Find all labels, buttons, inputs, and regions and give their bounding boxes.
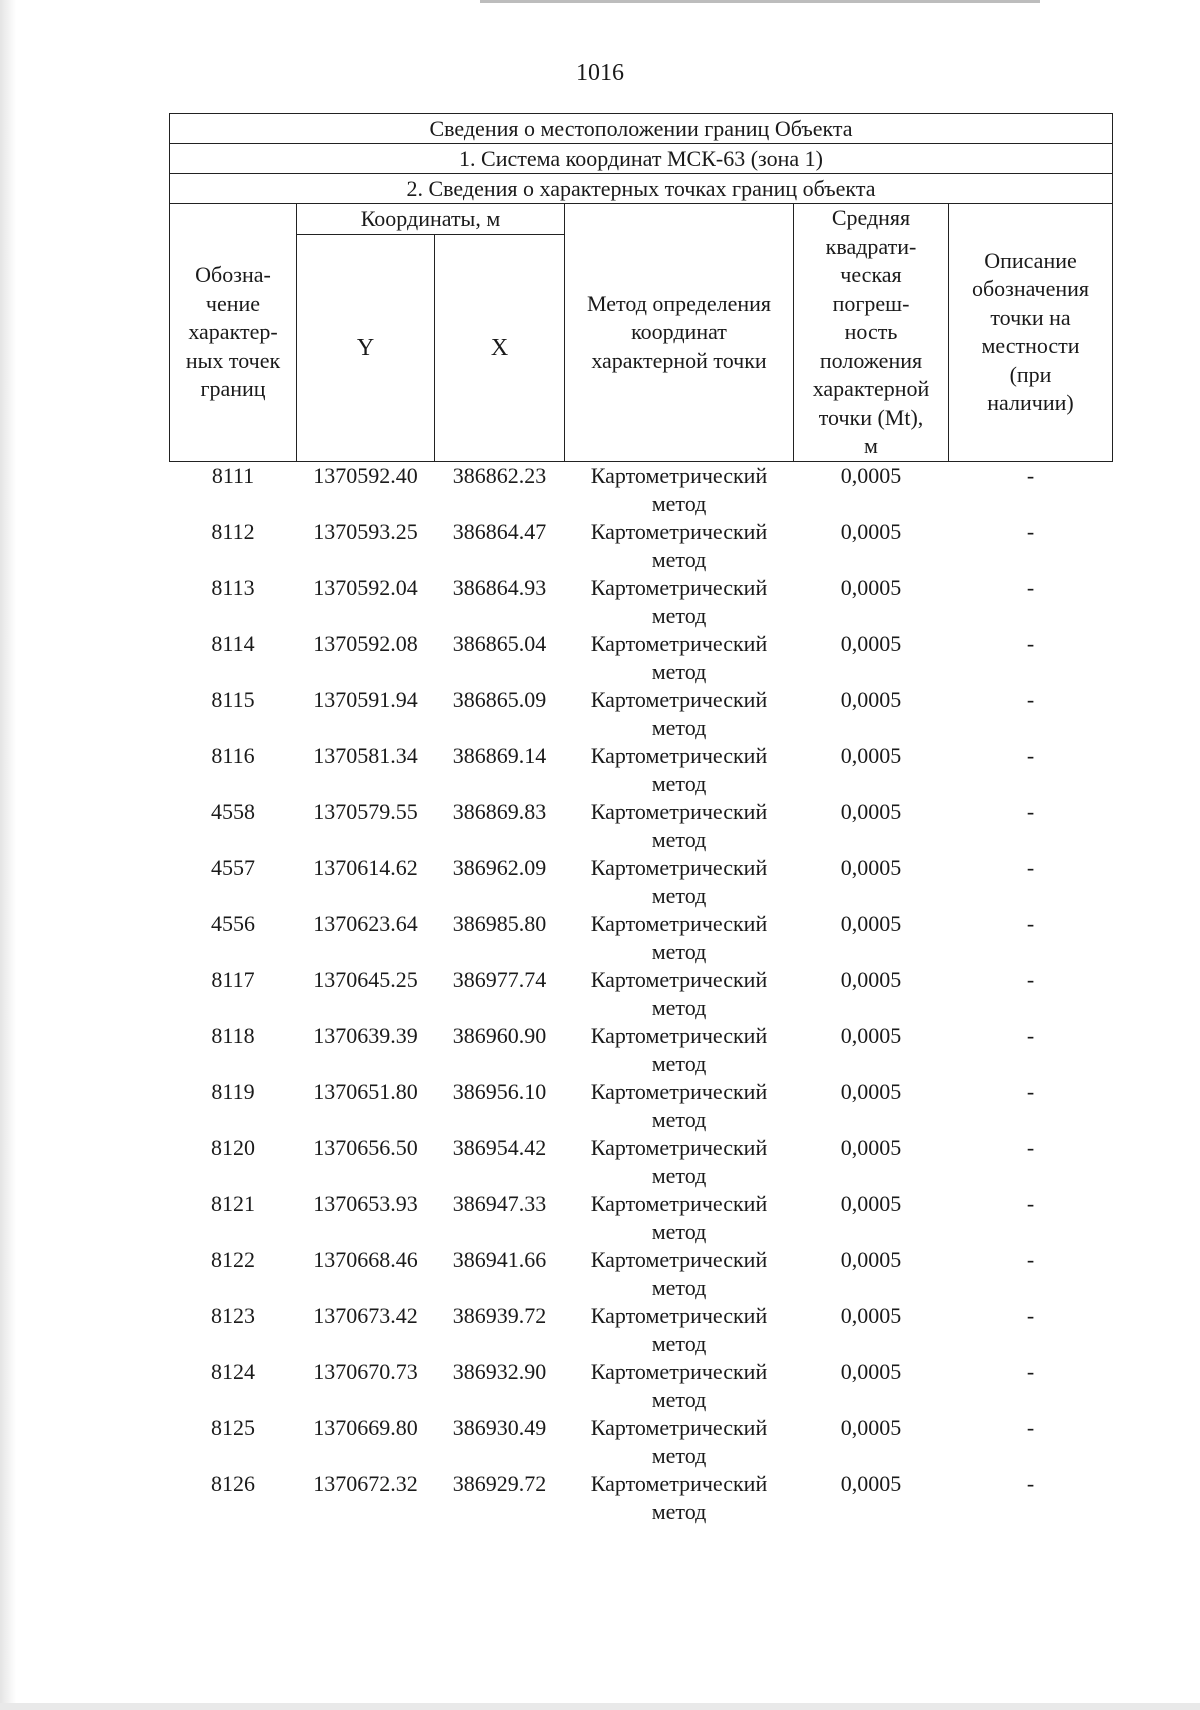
cell-point: 8111 — [211, 462, 255, 488]
cell-point: 8125 — [211, 1414, 255, 1440]
cell-method: Картометрический метод — [590, 462, 768, 516]
cell-error: 0,0005 — [840, 854, 902, 880]
cell-x: 386865.09 — [452, 686, 547, 712]
title-row-3 — [170, 174, 1113, 204]
cell-method: Картометрический метод — [590, 1414, 768, 1468]
cell-point: 8124 — [211, 1358, 255, 1384]
cell-point: 8122 — [211, 1246, 255, 1272]
table-row — [170, 854, 1113, 910]
table-row — [170, 1246, 1113, 1302]
table-row — [170, 518, 1113, 574]
cell-error: 0,0005 — [840, 1302, 902, 1328]
cell-description: - — [1026, 742, 1035, 768]
table-row — [170, 910, 1113, 966]
cell-description: - — [1026, 1078, 1035, 1104]
cell-error: 0,0005 — [840, 1470, 902, 1496]
cell-method: Картометрический метод — [590, 742, 768, 796]
cell-description: - — [1026, 518, 1035, 544]
cell-y: 1370670.73 — [313, 1358, 418, 1384]
title-row-1 — [170, 114, 1113, 144]
cell-point: 4558 — [211, 798, 255, 824]
cell-description: - — [1026, 1134, 1035, 1160]
header-coordinate-y: Y — [297, 235, 435, 461]
table-row — [170, 798, 1113, 854]
cell-x: 386941.66 — [452, 1246, 547, 1272]
cell-error: 0,0005 — [840, 1078, 902, 1104]
cell-method: Картометрический метод — [590, 966, 768, 1020]
cell-y: 1370645.25 — [313, 966, 418, 992]
cell-point: 8115 — [211, 686, 255, 712]
cell-error: 0,0005 — [840, 686, 902, 712]
header-description: Описание обозначения точки на местности (при наличии) — [949, 204, 1113, 462]
cell-point: 8121 — [211, 1190, 255, 1216]
table-row — [170, 686, 1113, 742]
cell-point: 4557 — [211, 854, 255, 880]
cell-y: 1370592.04 — [313, 574, 418, 600]
cell-point: 8119 — [211, 1078, 255, 1104]
cell-method: Картометрический метод — [590, 1246, 768, 1300]
table-title-characteristic-points: 2. Сведения о характерных точках границ объекта — [170, 174, 1113, 204]
cell-x: 386864.47 — [452, 518, 547, 544]
cell-description: - — [1026, 686, 1035, 712]
cell-error: 0,0005 — [840, 1414, 902, 1440]
cell-description: - — [1026, 630, 1035, 656]
cell-x: 386869.83 — [452, 798, 547, 824]
cell-point: 8120 — [211, 1134, 255, 1160]
scan-edge-top — [480, 0, 1040, 3]
cell-x: 386865.04 — [452, 630, 547, 656]
cell-y: 1370579.55 — [313, 798, 418, 824]
header-row-top — [170, 204, 1113, 235]
page-number: 1016 — [576, 60, 624, 86]
cell-error: 0,0005 — [840, 462, 902, 488]
cell-x: 386930.49 — [452, 1414, 547, 1440]
cell-x: 386869.14 — [452, 742, 547, 768]
table-title-object-boundaries: Сведения о местоположении границ Объекта — [170, 114, 1113, 144]
table-row — [170, 1190, 1113, 1246]
cell-point: 8116 — [211, 742, 255, 768]
cell-error: 0,0005 — [840, 1022, 902, 1048]
cell-method: Картометрический метод — [590, 1358, 768, 1412]
cell-x: 386985.80 — [452, 910, 547, 936]
table-row — [170, 1022, 1113, 1078]
cell-method: Картометрический метод — [590, 798, 768, 852]
table-row — [170, 1358, 1113, 1414]
cell-y: 1370668.46 — [313, 1246, 418, 1272]
cell-x: 386947.33 — [452, 1190, 547, 1216]
cell-error: 0,0005 — [840, 1358, 902, 1384]
cell-x: 386977.74 — [452, 966, 547, 992]
cell-error: 0,0005 — [840, 1190, 902, 1216]
scan-edge-left — [0, 0, 16, 1710]
header-point-designation: Обозна- чение характер- ных точек границ — [170, 204, 297, 462]
scan-edge-bottom — [0, 1703, 1200, 1710]
cell-point: 8112 — [211, 518, 255, 544]
cell-error: 0,0005 — [840, 630, 902, 656]
cell-y: 1370656.50 — [313, 1134, 418, 1160]
cell-method: Картометрический метод — [590, 1470, 768, 1524]
cell-y: 1370623.64 — [313, 910, 418, 936]
cell-description: - — [1026, 1190, 1035, 1216]
cell-x: 386932.90 — [452, 1358, 547, 1384]
cell-method: Картометрический метод — [590, 518, 768, 572]
table-row — [170, 1414, 1113, 1470]
cell-point: 8123 — [211, 1302, 255, 1328]
boundary-points-table — [169, 113, 1113, 1526]
cell-description: - — [1026, 1414, 1035, 1440]
table-row — [170, 966, 1113, 1022]
cell-method: Картометрический метод — [590, 630, 768, 684]
cell-y: 1370672.32 — [313, 1470, 418, 1496]
cell-description: - — [1026, 798, 1035, 824]
cell-x: 386862.23 — [452, 462, 547, 488]
cell-error: 0,0005 — [840, 518, 902, 544]
cell-y: 1370591.94 — [313, 686, 418, 712]
cell-method: Картометрический метод — [590, 1078, 768, 1132]
cell-error: 0,0005 — [840, 966, 902, 992]
table-row — [170, 1470, 1113, 1526]
cell-x: 386962.09 — [452, 854, 547, 880]
table-row — [170, 574, 1113, 630]
table-header — [170, 114, 1113, 462]
cell-description: - — [1026, 1358, 1035, 1384]
cell-y: 1370673.42 — [313, 1302, 418, 1328]
cell-method: Картометрический метод — [590, 1022, 768, 1076]
cell-method: Картометрический метод — [590, 1302, 768, 1356]
table-row — [170, 1078, 1113, 1134]
cell-y: 1370639.39 — [313, 1022, 418, 1048]
cell-x: 386929.72 — [452, 1470, 547, 1496]
cell-description: - — [1026, 910, 1035, 936]
title-row-2 — [170, 144, 1113, 174]
cell-description: - — [1026, 1302, 1035, 1328]
cell-x: 386956.10 — [452, 1078, 547, 1104]
cell-description: - — [1026, 1246, 1035, 1272]
cell-x: 386864.93 — [452, 574, 547, 600]
cell-point: 8113 — [211, 574, 255, 600]
cell-description: - — [1026, 966, 1035, 992]
cell-point: 8114 — [211, 630, 255, 656]
cell-y: 1370592.08 — [313, 630, 418, 656]
cell-description: - — [1026, 574, 1035, 600]
cell-method: Картометрический метод — [590, 910, 768, 964]
cell-error: 0,0005 — [840, 1134, 902, 1160]
table-row — [170, 630, 1113, 686]
cell-method: Картометрический метод — [590, 854, 768, 908]
cell-point: 8118 — [211, 1022, 255, 1048]
cell-description: - — [1026, 1470, 1035, 1496]
cell-x: 386939.72 — [452, 1302, 547, 1328]
cell-error: 0,0005 — [840, 798, 902, 824]
cell-y: 1370614.62 — [313, 854, 418, 880]
cell-y: 1370593.25 — [313, 518, 418, 544]
cell-y: 1370653.93 — [313, 1190, 418, 1216]
cell-point: 8126 — [211, 1470, 255, 1496]
cell-error: 0,0005 — [840, 1246, 902, 1272]
cell-description: - — [1026, 462, 1035, 488]
cell-method: Картометрический метод — [590, 1190, 768, 1244]
cell-error: 0,0005 — [840, 574, 902, 600]
cell-x: 386954.42 — [452, 1134, 547, 1160]
table-row — [170, 461, 1113, 518]
cell-method: Картометрический метод — [590, 686, 768, 740]
cell-y: 1370581.34 — [313, 742, 418, 768]
cell-point: 4556 — [211, 910, 255, 936]
cell-y: 1370592.40 — [313, 462, 418, 488]
table-row — [170, 1302, 1113, 1358]
cell-method: Картометрический метод — [590, 574, 768, 628]
cell-y: 1370669.80 — [313, 1414, 418, 1440]
cell-error: 0,0005 — [840, 910, 902, 936]
cell-method: Картометрический метод — [590, 1134, 768, 1188]
table-row — [170, 1134, 1113, 1190]
cell-x: 386960.90 — [452, 1022, 547, 1048]
table-body — [170, 461, 1113, 1526]
cell-description: - — [1026, 854, 1035, 880]
table-title-coordinate-system: 1. Система координат МСК-63 (зона 1) — [170, 144, 1113, 174]
header-coordinates: Координаты, м — [297, 204, 565, 235]
cell-y: 1370651.80 — [313, 1078, 418, 1104]
cell-error: 0,0005 — [840, 742, 902, 768]
cell-description: - — [1026, 1022, 1035, 1048]
table-row — [170, 742, 1113, 798]
header-coordinate-x: X — [435, 235, 565, 461]
cell-point: 8117 — [211, 966, 255, 992]
header-mean-square-error: Средняя квадрати- ческая погреш- ность положения характерной точки (Mt), м — [794, 204, 949, 462]
header-method: Метод определения координат характерной точки — [565, 204, 794, 462]
